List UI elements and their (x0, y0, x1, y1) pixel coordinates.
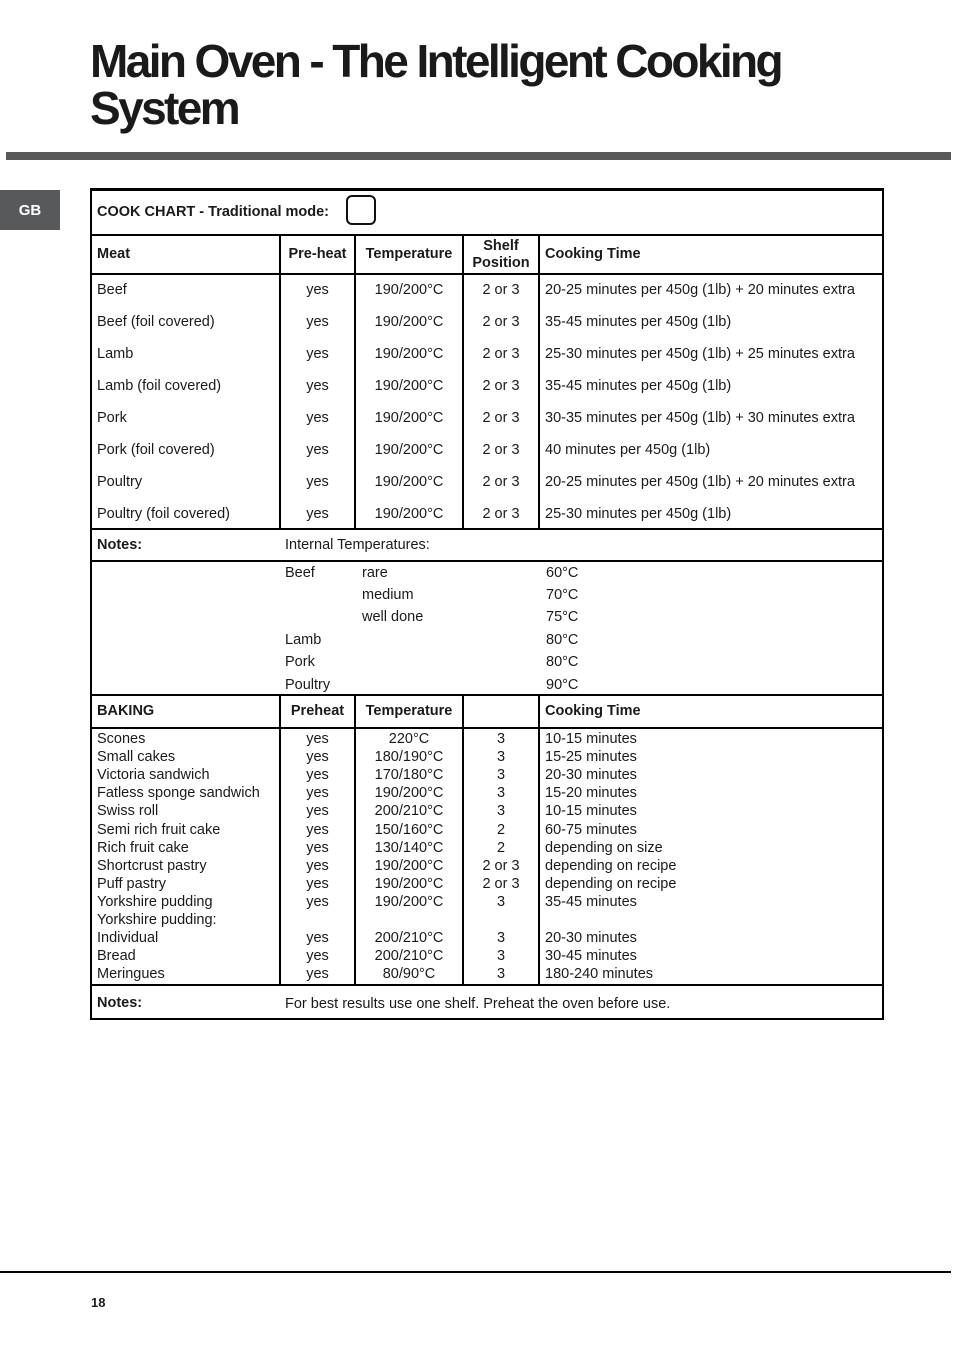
internal-temp-value: 70°C (546, 587, 579, 603)
meat-temperature: 190/200°C (374, 474, 444, 490)
internal-temp-value: 80°C (546, 632, 579, 648)
rule (92, 528, 882, 530)
baking-preheat: yes (306, 948, 329, 965)
baking-cooking-time: 10-15 minutes (545, 731, 637, 747)
baking-shelf: 3 (496, 948, 506, 965)
internal-temp-doneness: well done (362, 609, 424, 625)
baking-item: Meringues (97, 966, 165, 983)
meat-temperature: 190/200°C (374, 314, 444, 330)
baking-shelf: 3 (496, 767, 506, 784)
baking-shelf: 3 (496, 785, 506, 802)
internal-temp-meat: Poultry (285, 677, 331, 693)
internal-temp-meat: Beef (285, 565, 315, 581)
footer-divider (0, 1271, 951, 1273)
header-baking-preheat: Preheat (290, 703, 345, 719)
rule (538, 234, 540, 528)
baking-item: Victoria sandwich (97, 767, 210, 784)
baking-item: Shortcrust pastry (97, 857, 207, 874)
baking-cooking-time: depending on recipe (545, 857, 677, 874)
meat-cooking-time: 25-30 minutes per 450g (1lb) (545, 506, 732, 522)
chart-heading: COOK CHART - Traditional mode: (97, 204, 329, 220)
meat-shelf: 2 or 3 (482, 282, 520, 298)
internal-temp-value: 90°C (546, 677, 579, 693)
internal-temp-value: 75°C (546, 609, 579, 625)
header-cooking-time: Cooking Time (545, 246, 641, 262)
internal-temp-doneness: medium (362, 587, 414, 603)
baking-shelf: 3 (496, 893, 506, 910)
baking-preheat: yes (306, 857, 329, 874)
meat-cooking-time: 30-35 minutes per 450g (1lb) + 30 minutes extra (545, 410, 855, 426)
baking-temperature: 170/180°C (374, 767, 444, 784)
baking-preheat: yes (306, 803, 329, 820)
rule (92, 273, 882, 275)
meat-shelf: 2 or 3 (482, 474, 520, 490)
header-baking-cooking-time: Cooking Time (545, 703, 641, 719)
baking-shelf: 2 or 3 (482, 857, 520, 874)
baking-item: Fatless sponge sandwich (97, 785, 260, 802)
baking-cooking-time: 20-30 minutes (545, 767, 637, 784)
meat-shelf: 2 or 3 (482, 314, 520, 330)
baking-temperature: 190/200°C (374, 857, 444, 874)
baking-item: Scones (97, 731, 146, 747)
baking-item: Puff pastry (97, 875, 167, 892)
meat-temperature: 190/200°C (374, 378, 444, 394)
meat-preheat: yes (306, 378, 329, 394)
baking-preheat: yes (306, 966, 329, 983)
meat-preheat: yes (306, 474, 329, 490)
baking-shelf: 3 (496, 731, 506, 747)
meat-temperature: 190/200°C (374, 282, 444, 298)
baking-temperature: 200/210°C (374, 948, 444, 965)
internal-temp-meat: Pork (285, 654, 315, 670)
baking-preheat: yes (306, 930, 329, 947)
meat-shelf: 2 or 3 (482, 442, 520, 458)
baking-item: Small cakes (97, 749, 176, 766)
meat-item: Beef (foil covered) (97, 314, 215, 330)
internal-temp-meat: Lamb (285, 632, 322, 648)
meat-cooking-time: 35-45 minutes per 450g (1lb) (545, 314, 732, 330)
baking-cooking-time: 60-75 minutes (545, 821, 637, 838)
baking-item: Swiss roll (97, 803, 159, 820)
meat-cooking-time: 20-25 minutes per 450g (1lb) + 20 minutes extra (545, 282, 855, 298)
baking-shelf: 2 (496, 821, 506, 838)
traditional-mode-icon (346, 195, 376, 225)
meat-item: Lamb (foil covered) (97, 378, 222, 394)
header-temperature: Temperature (365, 246, 453, 262)
meat-temperature: 190/200°C (374, 506, 444, 522)
baking-shelf: 3 (496, 930, 506, 947)
baking-item: Yorkshire pudding (97, 893, 213, 910)
meat-shelf: 2 or 3 (482, 410, 520, 426)
page-number: 18 (91, 1295, 106, 1310)
baking-notes-label: Notes: (97, 995, 143, 1011)
baking-item: Bread (97, 948, 136, 965)
baking-preheat: yes (306, 731, 329, 747)
internal-temp-doneness: rare (362, 565, 388, 581)
baking-preheat: yes (306, 893, 329, 910)
internal-temp-value: 60°C (546, 565, 579, 581)
baking-preheat: yes (306, 875, 329, 892)
baking-cooking-time: depending on recipe (545, 875, 677, 892)
baking-preheat: yes (306, 785, 329, 802)
notes-label: Notes: (97, 537, 143, 553)
rule (92, 560, 882, 562)
meat-preheat: yes (306, 506, 329, 522)
title-divider (6, 152, 951, 160)
baking-preheat: yes (306, 821, 329, 838)
internal-temp-value: 80°C (546, 654, 579, 670)
meat-temperature: 190/200°C (374, 410, 444, 426)
baking-item: Individual (97, 930, 159, 947)
baking-cooking-time: 35-45 minutes (545, 893, 637, 910)
baking-preheat: yes (306, 767, 329, 784)
meat-item: Poultry (foil covered) (97, 506, 230, 522)
baking-item: Yorkshire pudding: (97, 912, 217, 928)
meat-cooking-time: 35-45 minutes per 450g (1lb) (545, 378, 732, 394)
baking-preheat: yes (306, 839, 329, 856)
header-baking: BAKING (97, 703, 155, 719)
meat-cooking-time: 25-30 minutes per 450g (1lb) + 25 minutes extra (545, 346, 855, 362)
baking-temperature: 190/200°C (374, 893, 444, 910)
baking-shelf: 2 (496, 839, 506, 856)
meat-item: Lamb (97, 346, 134, 362)
baking-shelf: 2 or 3 (482, 875, 520, 892)
rule (538, 694, 540, 984)
baking-cooking-time: 30-45 minutes (545, 948, 637, 965)
baking-cooking-time: 15-20 minutes (545, 785, 637, 802)
baking-cooking-time: 10-15 minutes (545, 803, 637, 820)
language-tab: GB (0, 190, 60, 230)
baking-notes-text: For best results use one shelf. Preheat the oven before use. (285, 996, 671, 1012)
rule (92, 234, 882, 236)
meat-shelf: 2 or 3 (482, 378, 520, 394)
baking-temperature: 80/90°C (382, 966, 436, 983)
meat-item: Pork (foil covered) (97, 442, 215, 458)
header-meat: Meat (97, 246, 131, 262)
baking-cooking-time: 15-25 minutes (545, 749, 637, 766)
baking-temperature: 150/160°C (374, 821, 444, 838)
header-shelf-position: Shelf Position (472, 238, 530, 271)
baking-shelf: 3 (496, 966, 506, 983)
baking-temperature: 130/140°C (374, 839, 444, 856)
baking-temperature: 190/200°C (374, 785, 444, 802)
meat-preheat: yes (306, 410, 329, 426)
meat-preheat: yes (306, 346, 329, 362)
baking-item: Rich fruit cake (97, 839, 189, 856)
rule (92, 694, 882, 696)
internal-temps-label: Internal Temperatures: (285, 537, 430, 553)
meat-preheat: yes (306, 314, 329, 330)
baking-temperature: 220°C (388, 731, 430, 747)
meat-item: Beef (97, 282, 127, 298)
baking-cooking-time: 180-240 minutes (545, 966, 654, 983)
baking-temperature: 190/200°C (374, 875, 444, 892)
meat-temperature: 190/200°C (374, 442, 444, 458)
baking-cooking-time: 20-30 minutes (545, 930, 637, 947)
meat-temperature: 190/200°C (374, 346, 444, 362)
meat-shelf: 2 or 3 (482, 506, 520, 522)
page-title: Main Oven - The Intelligent Cooking System (90, 35, 782, 134)
header-baking-temperature: Temperature (365, 703, 453, 719)
meat-preheat: yes (306, 442, 329, 458)
meat-cooking-time: 20-25 minutes per 450g (1lb) + 20 minutes extra (545, 474, 855, 490)
rule (92, 984, 882, 986)
meat-preheat: yes (306, 282, 329, 298)
baking-temperature: 200/210°C (374, 930, 444, 947)
meat-item: Pork (97, 410, 127, 426)
baking-temperature: 200/210°C (374, 803, 444, 820)
baking-cooking-time: depending on size (545, 839, 663, 856)
rule (92, 727, 882, 729)
baking-item: Semi rich fruit cake (97, 821, 221, 838)
baking-shelf: 3 (496, 749, 506, 766)
cook-chart-table (90, 188, 884, 1020)
baking-temperature: 180/190°C (374, 749, 444, 766)
baking-shelf: 3 (496, 803, 506, 820)
header-preheat: Pre-heat (288, 246, 347, 262)
baking-preheat: yes (306, 749, 329, 766)
meat-item: Poultry (97, 474, 143, 490)
meat-shelf: 2 or 3 (482, 346, 520, 362)
meat-cooking-time: 40 minutes per 450g (1lb) (545, 442, 711, 458)
